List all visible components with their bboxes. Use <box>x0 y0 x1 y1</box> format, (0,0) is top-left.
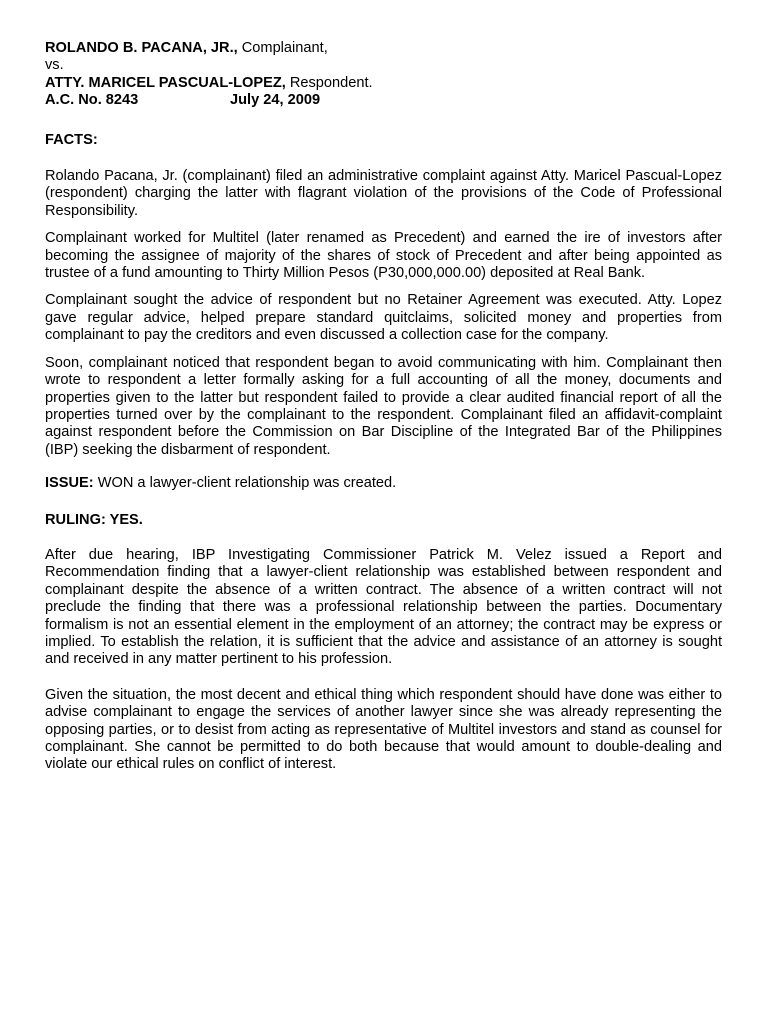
respondent-name: ATTY. MARICEL PASCUAL-LOPEZ, <box>45 74 286 91</box>
issue-line <box>45 475 722 492</box>
case-number: A.C. No. 8243 <box>45 92 139 109</box>
respondent-line <box>45 75 722 92</box>
ruling-paragraph: Given the situation, the most decent and ethical thing which respondent should have done was either to advise complainant to engage the services of another lawyer since she was already representing the opposing parties, or to desist from acting as representative of Multitel investors and stand as counsel for complainant. She cannot be permitted to do both because that would amount to double-dealing and violate our ethical rules on conflict of interest. <box>45 686 722 773</box>
ruling-title: RULING: YES. <box>45 511 143 528</box>
issue-text: WON a lawyer-client relationship was created. <box>93 475 397 492</box>
facts-paragraph: Complainant worked for Multitel (later renamed as Precedent) and earned the ire of investors after becoming the assignee of majority of the shares of stock of Precedent and after being appointed as trustee of a fund amounting to Thirty Million Pesos (P30,000,000.00) deposited at Real Bank. <box>45 230 722 282</box>
complainant-line <box>45 40 722 57</box>
facts-paragraph: Soon, complainant noticed that respondent began to avoid communicating with him. Complainant then wrote to respondent a letter formally asking for a full accounting of all the money, documents and properties given to the latter but respondent failed to provide a clear audited financial report of all the properties turned over by the complainant to the respondent. Complainant filed an affidavit-complaint against respondent before the Commission on Bar Discipline of the Integrated Bar of the Philippines (IBP) seeking the disbarment of respondent. <box>45 354 722 458</box>
case-date: July 24, 2009 <box>230 92 321 109</box>
document-page <box>45 40 722 774</box>
ruling-paragraph: After due hearing, IBP Investigating Commissioner Patrick M. Velez issued a Report and Recommendation finding that a lawyer-client relationship was established between respondent and complainant despite the absence of a written contract. The absence of a written contract will not preclude the finding that there was a professional relationship between the parties. Documentary formalism is not an essential element in the employment of an attorney; the contract may be express or implied. To establish the relation, it is sufficient that the advice and assistance of an attorney is sought and received in any matter pertinent to his profession. <box>45 546 722 668</box>
case-number-line <box>45 92 722 109</box>
versus-line: vs. <box>45 57 64 74</box>
issue-label: ISSUE: <box>45 475 94 492</box>
facts-title: FACTS: <box>45 131 98 148</box>
respondent-role: Respondent. <box>285 74 373 91</box>
facts-paragraph: Complainant sought the advice of respondent but no Retainer Agreement was executed. Atty. Lopez gave regular advice, helped prepare standard quitclaims, solicited money and properties from complainant to pay the creditors and even discussed a collection case for the company. <box>45 292 722 344</box>
complainant-role: Complainant, <box>237 40 328 56</box>
complainant-name: ROLANDO B. PACANA, JR., <box>45 40 238 56</box>
facts-paragraph: Rolando Pacana, Jr. (complainant) filed an administrative complaint against Atty. Maricel Pascual-Lopez (respondent) charging the latter with flagrant violation of the provisions of the Code of Professional Responsibility. <box>45 168 722 219</box>
